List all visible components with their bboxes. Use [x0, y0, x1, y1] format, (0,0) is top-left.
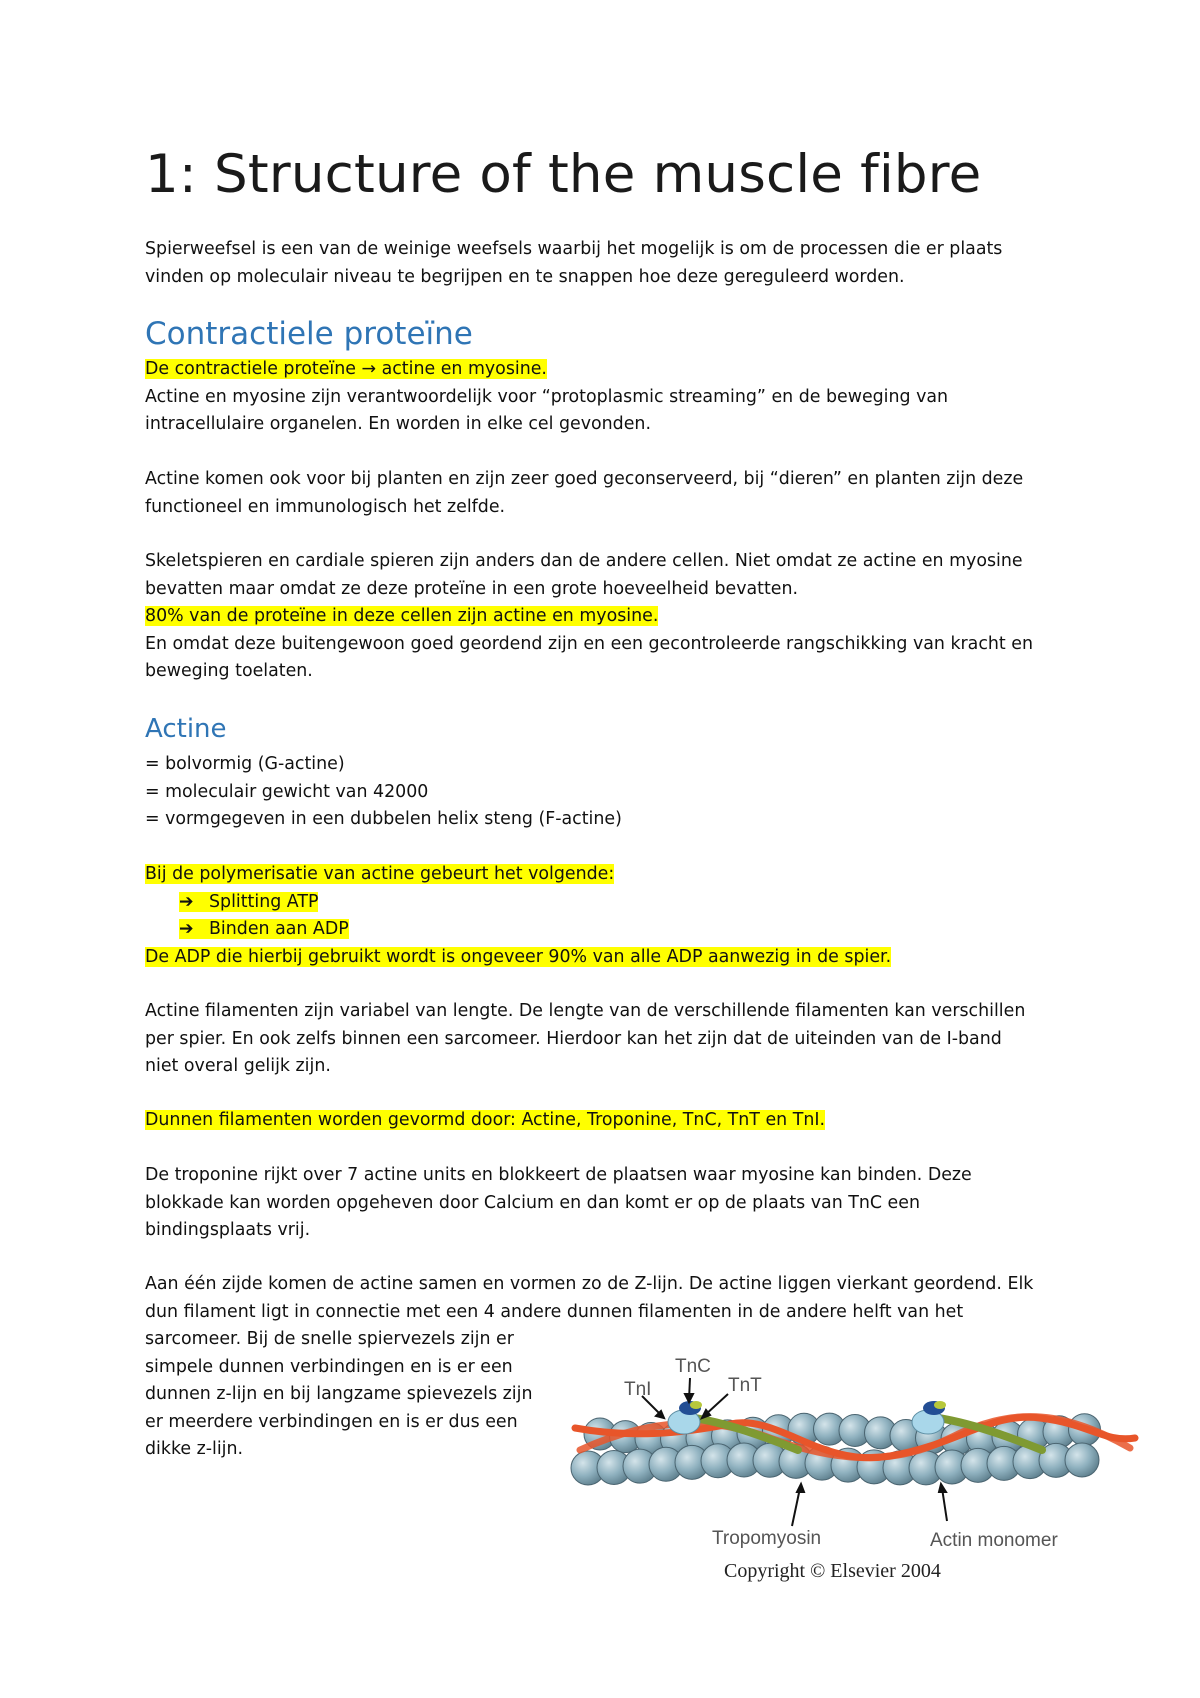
section1-block: De contractiele proteïne → actine en myosine. Actine en myosine zijn verantwoordelijk voor “protoplasmic streaming” en de beweging van intracellulaire organelen. En worden in elke cel gevonden. [145, 359, 949, 434]
highlight-adp: De ADP die hierbij gebruikt wordt is ongeveer 90% van alle ADP aanwezig in de spier. [145, 946, 892, 967]
label-tnt: TnT [728, 1375, 762, 1396]
list-item: ➔ Binden aan ADP [179, 919, 349, 939]
arrow-right-icon: ➔ [179, 891, 194, 912]
intro-paragraph: Spierweefsel is een van de weinige weefsels waarbij het mogelijk is om de processen die er plaats vinden op moleculair niveau te begrijpen en te snappen hoe deze gereguleerd worden. [145, 239, 1003, 287]
list-item: ➔ Splitting ATP [179, 892, 318, 912]
heading-contractiele-proteine: Contractiele proteïne [145, 316, 473, 352]
actine-filaments-paragraph: Actine filamenten zijn variabel van lengte. De lengte van de verschillende filamenten kan verschillen per spier. En ook zelfs binnen een sarcomeer. Hierdoor kan het zijn dat de uiteinden van de I-band niet overal gelijk zijn. [145, 1001, 1026, 1076]
troponine-paragraph: De troponine rijkt over 7 actine units en blokkeert de plaatsen waar myosine kan binden. Deze blokkade kan worden opgeheven door Calcium en dan komt er op de plaats van TnC een bindingsplaats vrij. [145, 1165, 972, 1240]
arrow-right-icon: ➔ [179, 919, 194, 939]
thin-filament-figure [560, 1338, 1140, 1582]
actine-definitions: = bolvormig (G-actine) = moleculair gewicht van 42000 = vormgegeven in een dubbelen helix steng (F-actine) [145, 754, 622, 829]
tnc-highlight [690, 1401, 702, 1409]
label-tni: TnI [624, 1379, 652, 1400]
polymerisation-block [145, 861, 1065, 971]
section1-paragraph-2: Actine komen ook voor bij planten en zijn zeer goed geconserveerd, bij “dieren” en planten zijn deze functioneel en immunologisch het zelfde. [145, 469, 1024, 517]
heading-actine: Actine [145, 714, 227, 744]
page-title: 1: Structure of the muscle fibre [145, 144, 982, 205]
highlight-80-percent: 80% van de proteïne in deze cellen zijn actine en myosine. [145, 606, 659, 626]
section1-paragraph-3: Skeletspieren en cardiale spieren zijn anders dan de andere cellen. Niet omdat ze actine en myosine bevatten maar omdat ze deze proteïne in een grote hoeveelheid bevatten. 80% van de proteïne in deze cellen zijn actine en myosine. En omdat deze buitengewoon goed geordend zijn en een gecontroleerde rangschikking van kracht en beweging toelaten. [145, 551, 1033, 681]
tnc-highlight [934, 1401, 946, 1409]
actin-monomer [1065, 1443, 1099, 1477]
highlight-polymerisatie: Bij de polymerisatie van actine gebeurt het volgende: [145, 864, 615, 884]
highlight-actine-myosine: De contractiele proteïne → actine en myosine. [145, 359, 547, 379]
label-actin-monomer: Actin monomer [930, 1530, 1058, 1551]
thin-filaments-highlight [145, 1107, 1065, 1135]
highlight-dunnen-filamenten: Dunnen filamenten worden gevormd door: Actine, Troponine, TnC, TnT en TnI. [145, 1110, 825, 1130]
figure-copyright: Copyright © Elsevier 2004 [724, 1560, 941, 1582]
label-tnc: TnC [675, 1356, 711, 1377]
label-tropomyosin: Tropomyosin [712, 1528, 822, 1549]
z-lijn-paragraph: Aan één zijde komen de actine samen en vormen zo de Z-lijn. De actine liggen vierkant geordend. Elk dun filament ligt in connectie met een 4 andere dunnen filamenten in de andere helft van het sarcomeer. Bij de snelle spiervezels zijn er simpele dunnen verbindingen en is er een dunnen z-lijn en bij langzame spievezels zijn er meerdere verbindingen en is er dus een dikke z-lijn. [145, 1274, 1034, 1459]
